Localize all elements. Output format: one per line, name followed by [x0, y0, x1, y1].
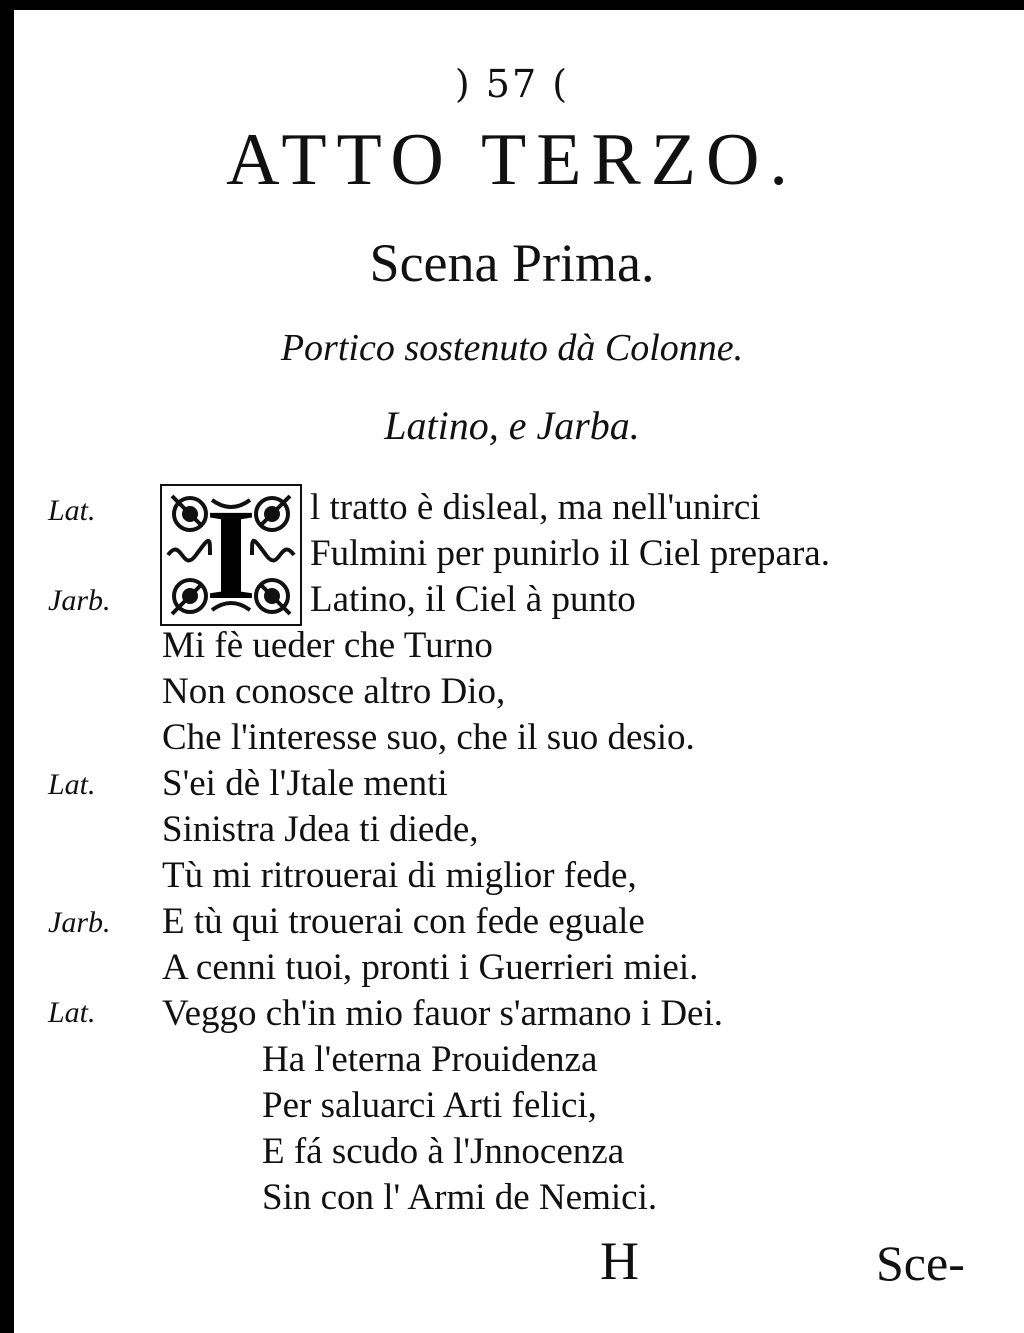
signature-mark: H [600, 1231, 639, 1291]
verse-line: Mi fè ueder che Turno [162, 625, 493, 666]
verse-line: Sin con l' Armi de Nemici. [262, 1177, 658, 1218]
verse-line: Sinistra Jdea ti diede, [162, 809, 479, 850]
scan-border-top [0, 0, 1024, 10]
verse-line: E tù qui trouerai con fede eguale [162, 901, 645, 942]
verse-line: Veggo ch'in mio fauor s'armano i Dei. [162, 993, 723, 1034]
stage-setting: Portico sostenuto dà Colonne. [280, 327, 744, 369]
act-title: ATTO TERZO. [226, 119, 798, 201]
initial-letter: I [205, 484, 257, 626]
verse-line: l tratto è disleal, ma nell'unirci [310, 487, 761, 528]
verse-line: Non conosce altro Dio, [162, 671, 506, 712]
speaker-latino: Lat. [48, 494, 96, 527]
scene-title: Scena Prima. [369, 233, 655, 293]
verse-line: Fulmini per punirlo il Ciel prepara. [310, 533, 830, 574]
speaker-jarba: Jarb. [48, 584, 111, 617]
verse-line: Tù mi ritrouerai di miglior fede, [162, 855, 637, 896]
page-number: ) 57 ( [454, 62, 570, 106]
decorated-initial [160, 484, 302, 626]
speaker-jarba: Jarb. [48, 906, 111, 939]
verse-line: S'ei dè l'Jtale menti [162, 763, 448, 804]
verse-line: Ha l'eterna Prouidenza [262, 1039, 598, 1080]
catchword: Sce- [876, 1235, 965, 1291]
page-footer [0, 1230, 1024, 1300]
characters-line: Latino, e Jarba. [384, 403, 640, 448]
speaker-latino: Lat. [48, 996, 96, 1029]
verse-line: A cenni tuoi, pronti i Guerrieri miei. [162, 947, 699, 988]
verse-line: Per saluarci Arti felici, [262, 1085, 597, 1126]
verse-line: E fá scudo à l'Jnnocenza [262, 1131, 625, 1172]
speaker-latino: Lat. [48, 768, 96, 801]
verse-line: Latino, il Ciel à punto [310, 579, 636, 620]
verse-line: Che l'interesse suo, che il suo desio. [162, 717, 695, 758]
